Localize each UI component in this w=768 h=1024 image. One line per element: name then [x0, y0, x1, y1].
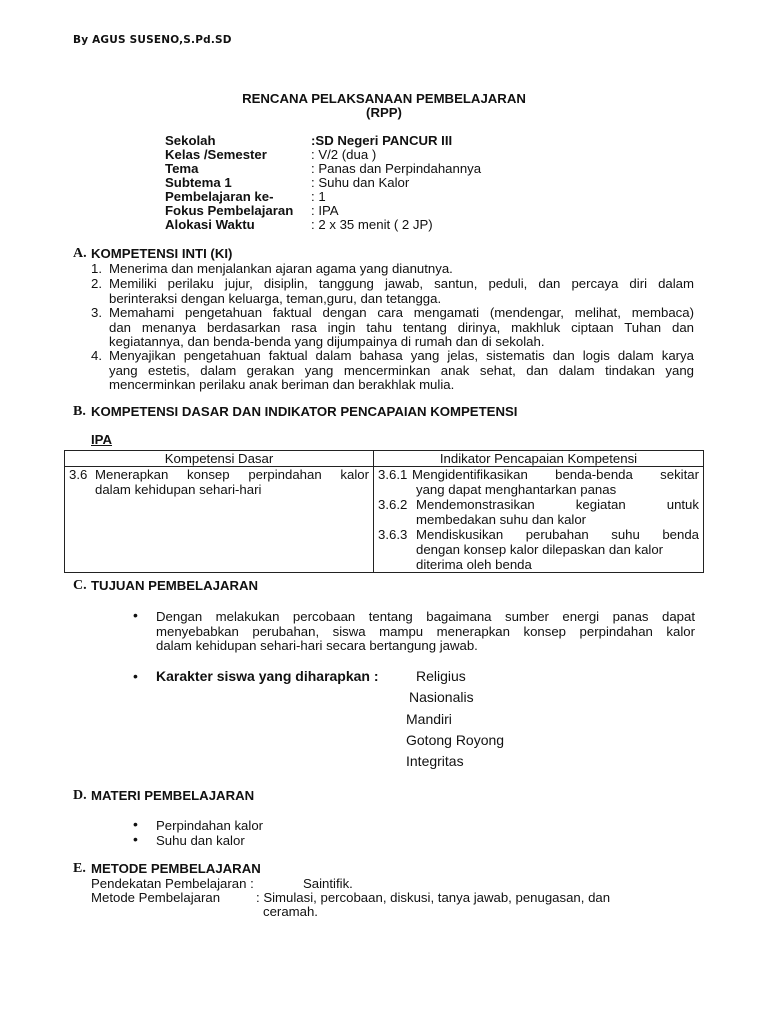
identity-label: Kelas /Semester [165, 147, 267, 162]
goal-text: Dengan melakukan percobaan tentang bagaimana sumber energi panas dapat [156, 609, 695, 624]
ki-text: Menerima dan menjalankan ajaran agama yang dianutnya. [109, 261, 453, 276]
section-a-letter: A. [73, 246, 87, 261]
goal-text: dalam kehidupan sehari-hari secara bertangung jawab. [156, 638, 478, 653]
section-e-title: METODE PEMBELAJARAN [91, 861, 261, 876]
section-a-title: KOMPETENSI INTI (KI) [91, 246, 233, 261]
document-subtitle: (RPP) [366, 105, 402, 120]
indicator-text: dengan konsep kalor dilepaskan dan kalor [416, 542, 664, 557]
table-header: Kompetensi Dasar [65, 451, 374, 467]
identity-value: : 2 x 35 menit ( 2 JP) [311, 217, 433, 232]
kd-text: Menerapkan konsep perpindahan kalor [95, 467, 369, 482]
indicator-text: membedakan suhu dan kalor [416, 512, 587, 527]
identity-value: : 1 [311, 189, 326, 204]
indicator-text: Mendiskusikan perubahan suhu benda [416, 527, 699, 542]
karakter-item: Gotong Royong [406, 732, 505, 748]
ki-text: Memahami pengetahuan faktual dengan cara mengamati (mendengar, melihat, membaca) [109, 305, 694, 320]
indicator-number: 3.6.3 [378, 527, 408, 542]
table-row [65, 467, 704, 573]
ki-text: mencerminkan perilaku anak beriman dan berakhlak mulia. [109, 377, 455, 392]
materi-item: Suhu dan kalor [156, 833, 245, 848]
section-e-letter: E. [73, 861, 86, 876]
section-d-letter: D. [73, 788, 87, 803]
bullet-icon: • [133, 816, 138, 832]
pendekatan-value: Saintifik. [303, 876, 353, 891]
metode-value: ceramah. [263, 904, 318, 919]
metode-value: : Simulasi, percobaan, diskusi, tanya jawab, penugasan, dan [256, 890, 611, 905]
bullet-icon: • [133, 607, 138, 623]
bullet-icon: • [133, 831, 138, 847]
indicator-text: yang dapat menghantarkan panas [416, 482, 617, 497]
karakter-item: Mandiri [406, 711, 452, 727]
identity-value: : IPA [311, 203, 339, 218]
materi-item: Perpindahan kalor [156, 818, 264, 833]
identity-value: : Panas dan Perpindahannya [311, 161, 482, 176]
ki-number: 3. [91, 305, 102, 320]
identity-label: Fokus Pembelajaran [165, 203, 294, 218]
ki-text: dan menanya berdasarkan rasa ingin tahu tentang dirinya, makhluk ciptaan Tuhan dan [109, 320, 694, 335]
identity-label: Tema [165, 161, 199, 176]
competency-table [64, 450, 704, 573]
kd-text: dalam kehidupan sehari-hari [95, 482, 262, 497]
section-c-letter: C. [73, 578, 87, 593]
indicator-text: Mendemonstrasikan kegiatan untuk [416, 497, 699, 512]
section-c-title: TUJUAN PEMBELAJARAN [91, 578, 259, 593]
kd-number: 3.6 [69, 467, 88, 482]
identity-label: Sekolah [165, 133, 216, 148]
identity-label: Pembelajaran ke- [165, 189, 274, 204]
karakter-item: Nasionalis [409, 689, 474, 705]
table-header-row [65, 451, 704, 467]
identity-label: Alokasi Waktu [165, 217, 255, 232]
subject-label: IPA [91, 432, 113, 447]
identity-value: :SD Negeri PANCUR III [311, 133, 453, 148]
bullet-icon: • [133, 668, 138, 684]
ki-text: yang estetis, dalam gerakan yang mencerminkan anak sehat, dan dalam tindakan yang [109, 363, 694, 378]
indicator-text: diterima oleh benda [416, 557, 532, 572]
ki-text: Memiliki perilaku jujur, disiplin, tanggung jawab, santun, peduli, dan percaya diri dalam [109, 276, 694, 291]
metode-label: Metode Pembelajaran [91, 890, 221, 905]
indicator-cell [374, 467, 704, 573]
indicator-number: 3.6.2 [378, 497, 408, 512]
ki-number: 1. [91, 261, 102, 276]
document-title: RENCANA PELAKSANAAN PEMBELAJARAN [242, 91, 526, 106]
karakter-label: Karakter siswa yang diharapkan : [156, 668, 379, 684]
ki-text: kegiatannya, dan benda-benda yang dijumpainya di rumah dan di sekolah. [109, 334, 545, 349]
pendekatan-label: Pendekatan Pembelajaran : [91, 876, 254, 891]
kd-cell [65, 467, 374, 573]
ki-text: Menyajikan pengetahuan faktual dalam bahasa yang jelas, sistematis dan logis dalam karya [109, 348, 694, 363]
ki-text: berinteraksi dengan keluarga, teman,guru, dan tetangga. [109, 291, 442, 306]
section-b-title: KOMPETENSI DASAR DAN INDIKATOR PENCAPAIAN KOMPETENSI [91, 404, 518, 419]
author-header: By AGUS SUSENO,S.Pd.SD [73, 34, 232, 46]
identity-label: Subtema 1 [165, 175, 232, 190]
section-d-title: MATERI PEMBELAJARAN [91, 788, 255, 803]
table-header: Indikator Pencapaian Kompetensi [374, 451, 704, 467]
karakter-item: Religius [416, 668, 466, 684]
ki-number: 4. [91, 348, 102, 363]
indicator-number: 3.6.1 [378, 467, 408, 482]
identity-value: : Suhu dan Kalor [311, 175, 410, 190]
section-b-letter: B. [73, 404, 86, 419]
identity-value: : V/2 (dua ) [311, 147, 377, 162]
goal-text: menyebabkan perubahan, siswa mampu menerapkan konsep perpindahan kalor [156, 624, 695, 639]
karakter-item: Integritas [406, 753, 464, 769]
indicator-text: Mengidentifikasikan benda-benda sekitar [412, 467, 699, 482]
ki-number: 2. [91, 276, 102, 291]
